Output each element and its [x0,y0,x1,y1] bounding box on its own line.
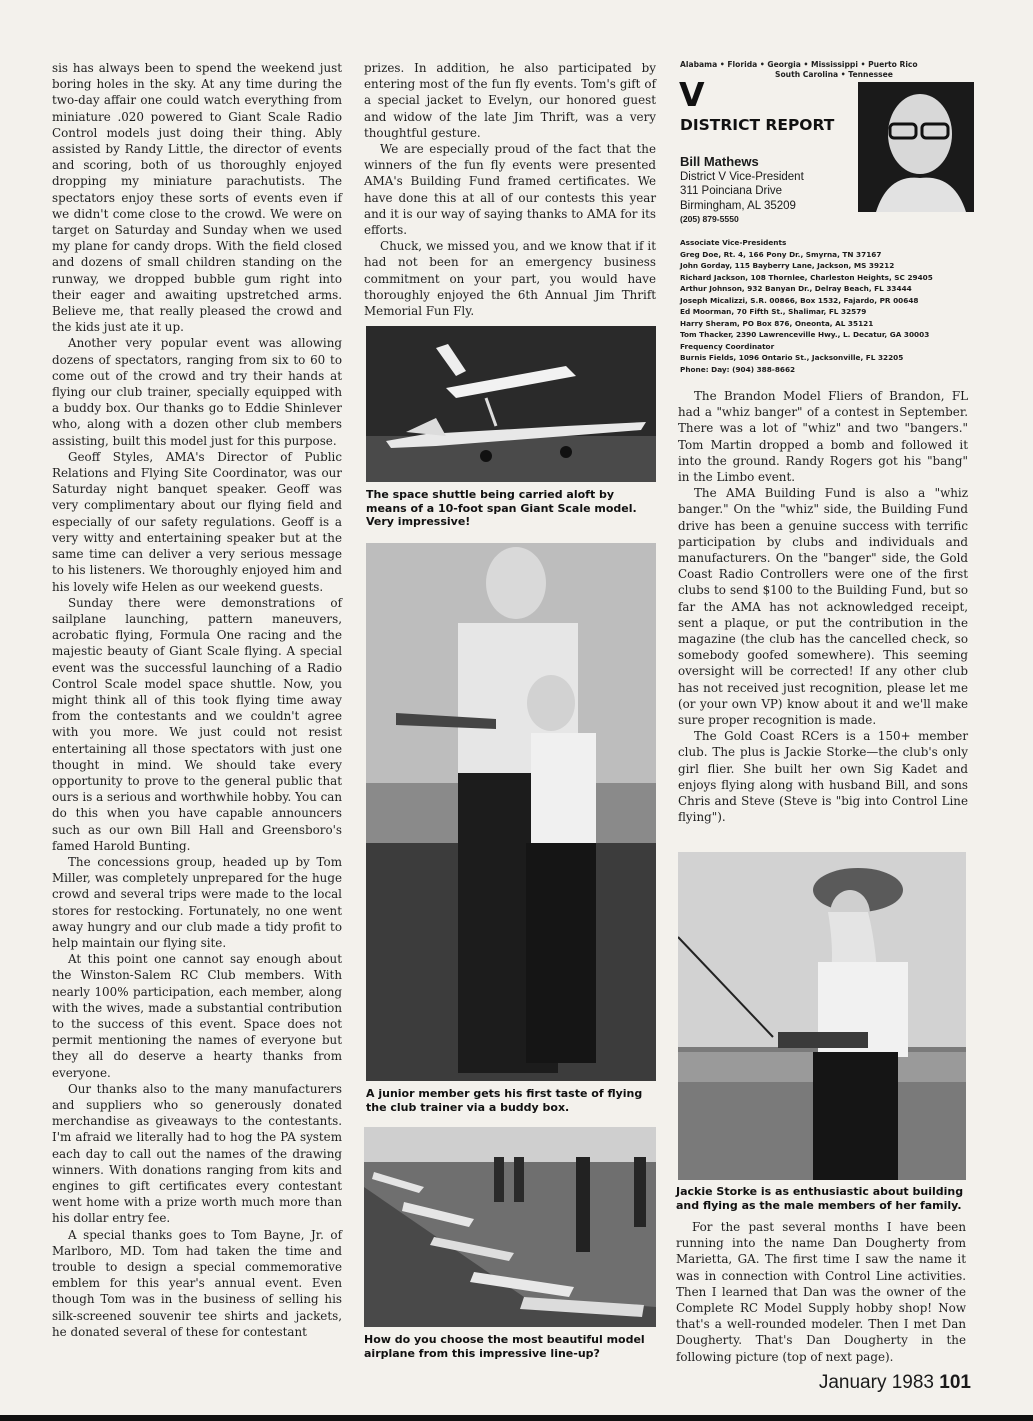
paragraph: We are especially proud of the fact that the winners of the fun fly events were presented AMA's Building Fund framed certificates. We have done this at all of our contests this year and it is our way of saying thanks to AMA for its efforts. [364,142,656,238]
assoc-entry: Arthur Johnson, 932 Banyan Dr., Delray Beach, FL 33444 [680,284,912,294]
vp-name: Bill Mathews [680,154,759,169]
article-column-3-lower [676,1219,966,1365]
vp-city: Birmingham, AL 35209 [680,199,796,212]
associate-vps [680,237,980,376]
page-number: 101 [939,1372,971,1393]
page-bottom-edge [0,1415,1033,1421]
lineup-caption: How do you choose the most beautiful model airplane from this impressive line-up? [364,1333,645,1360]
district-letter: V [679,75,705,114]
assoc-entry: John Gorday, 115 Bayberry Lane, Jackson, MS 39212 [680,261,895,271]
assoc-heading: Associate Vice-Presidents [680,238,787,247]
paragraph: The AMA Building Fund is also a "whiz banger." On the "whiz" side, the Building Fund drive has been a genuine success with terrific participation by clubs and individuals and manufacturers. On the "banger" side, the Gold Coast Radio Controllers were one of the first clubs to send $100 to the Building Fund, but so far the AMA has not acknowledged receipt, sent a plaque, or put the contribution in the magazine (the club has the cancelled check, so somebody goofed somewhere). This seeming oversight will be corrected! If any other club has not received just recognition, please let me (or your own VP) know about it and we'll make sure proper recognition is made. [678,486,968,728]
paragraph: The concessions group, headed up by Tom Miller, was completely unprepared for the huge crowd and several trips were made to the local stores for restocking. Fortunately, no one went away hungry and our club made a tidy profit to help maintain our flying site. [52,854,342,950]
assoc-entry: Richard Jackson, 108 Thornlee, Charleston Heights, SC 29405 [680,272,933,282]
issue-date: January 1983 [818,1372,935,1393]
vp-title: District V Vice-President [680,170,804,183]
paragraph: The Brandon Model Fliers of Brandon, FL had a "whiz banger" of a contest in September. There was a lot of "whiz" and two "bangers." Tom Martin dropped a bomb and followed it into the ground. Randy Rogers got his "bang" in the Limbo event. [678,389,968,485]
paragraph: Chuck, we missed you, and we know that if it had not been for an emergency business commitment on your part, you would have thoroughly enjoyed the 6th Annual Jim Thrift Memorial Fun Fly. [364,239,656,319]
lineup-photo [364,1127,656,1327]
assoc-entry: Joseph Micalizzi, S.R. 00866, Box 1532, Fajardo, PR 00648 [680,295,919,305]
district-states [680,60,950,80]
assoc-entry: Tom Thacker, 2390 Lawrenceville Hwy., L. Decatur, GA 30003 [680,330,930,340]
jackie-storke-caption: Jackie Storke is as enthusiastic about building and flying as the male members of her family. [676,1185,964,1212]
assoc-entry: Ed Moorman, 70 Fifth St., Shalimar, FL 32579 [680,307,867,317]
paragraph: Geoff Styles, AMA's Director of Public Relations and Flying Site Coordinator, was our Saturday night banquet speaker. Geoff was very complimentary about our flying field and especially of our safety regulations. Geoff is a very witty and entertaining speaker but at the same time can deliver a very serious message to his listeners. We thoroughly enjoyed him and his lovely wife Helen as our weekend guests. [52,449,342,594]
paragraph: Sunday there were demonstrations of sailplane launching, pattern maneuvers, acrobatic flying, Formula One racing and the majestic beauty of Giant Scale flying. A special event was the successful launching of a Radio Control Scale model space shuttle. Now, you might think all of this took flying time away from the contestants and we couldn't agree with you more. We just could not resist entertaining all those spectators with just one thought in mind. We should take every opportunity to prove to the general public that ours is a serious and worthwhile hobby. You can do this when you have capable announcers such as our own Bill Hall and Greensboro's famed Harold Bunting. [52,595,342,853]
states-line-1: Alabama • Florida • Georgia • Mississippi • Puerto Rico [680,60,918,69]
vp-contact [680,155,855,226]
paragraph: A special thanks goes to Tom Bayne, Jr. of Marlboro, MD. Tom had taken the time and trouble to design a special commemorative emblem for this year's annual event. Even though Tom was in the business of selling his silk-screened souvenir tee shirts and jackets, he donated several of these for contestant [52,1227,342,1339]
states-line-2: South Carolina • Tennessee [775,70,893,79]
jackie-storke-photo [678,852,966,1180]
junior-member-photo [366,543,656,1081]
vp-portrait [858,82,974,212]
freq-phone: Phone: Day: (904) 388-8662 [680,365,796,375]
assoc-entry: Greg Doe, Rt. 4, 166 Pony Dr., Smyrna, TN 37167 [680,249,882,259]
article-column-3-upper [678,388,968,825]
paragraph: prizes. In addition, he also participated by entering most of the fun fly events. Tom's gift of a special jacket to Evelyn, our honored guest and widow of the late Jim Thrift, was a very thoughtful gesture. [364,61,656,140]
vp-phone: (205) 879-5550 [680,214,739,224]
assoc-entry: Harry Sheram, PO Box 876, Oneonta, AL 35121 [680,318,874,328]
paragraph: For the past several months I have been running into the name Dan Dougherty from Marietta, GA. The first time I saw the name it was in connection with Control Line activities. Then I learned that Dan was the owner of the Complete RC Model Supply hobby shop! Now that's a well-rounded modeler. Then I met Dan Dougherty. That's Dan Dougherty in the following picture (top of next page). [676,1220,966,1364]
paragraph: The Gold Coast RCers is a 150+ member club. The plus is Jackie Storke—the club's only girl flier. She built her own Sig Kadet and enjoys flying along with husband Bill, and sons Chris and Steve (Steve is "big into Control Line flying"). [678,729,968,825]
freq-heading: Frequency Coordinator [680,341,775,351]
freq-line: Burnis Fields, 1096 Ontario St., Jacksonville, FL 32205 [680,353,904,363]
junior-member-caption: A junior member gets his first taste of flying the club trainer via a buddy box. [366,1087,643,1114]
vp-street: 311 Poinciana Drive [680,185,783,197]
page-folio [819,1372,971,1394]
district-report-title: DISTRICT REPORT [680,116,835,134]
paragraph: Another very popular event was allowing dozens of spectators, ranging from six to 60 to come out of the crowd and try their hands at flying our club trainer, specially equipped with a buddy box. Our thanks go to Eddie Shinlever who, along with a dozen other club members assisting, built this model just for this purpose. [52,336,342,448]
paragraph: sis has always been to spend the weekend just boring holes in the sky. At any time during the two-day affair one could watch everything from miniature .020 powered to Giant Scale Radio Control models just doing their thing. Ably assisted by Randy Little, the director of events and scoring, both of us thoroughly enjoyed dropping my miniature parachutists. The spectators enjoy these sorts of events even if we didn't come close to the crowd. We were on target on Saturday and Sunday when we used my plane for candy drops. With the field closed and dozens of small children standing on the runway, we dropped bubble gum right into their eager and awaiting upstretched arms. Believe me, that really pleased the crowd and the kids just ate it up. [52,61,342,335]
article-column-1 [52,60,342,1340]
paragraph: At this point one cannot say enough about the Winston-Salem RC Club members. With nearly 100% participation, each member, along with the wives, made a substantial contribution to the success of this event. Space does not permit mentioning the names of everyone but they all do deserve a hearty thanks from everyone. [52,952,342,1080]
shuttle-photo [366,326,656,482]
shuttle-caption: The space shuttle being carried aloft by means of a 10-foot span Giant Scale model. Very impressive! [366,488,637,528]
paragraph: Our thanks also to the many manufacturers and suppliers who so generously donated merchandise as giveaways to the contestants. I'm afraid we literally had to hog the PA system each day to call out the names of the drawing winners. With donations ranging from kits and engines to gift certificates every contestant went home with a prize worth much more than his dollar entry fee. [52,1081,342,1226]
